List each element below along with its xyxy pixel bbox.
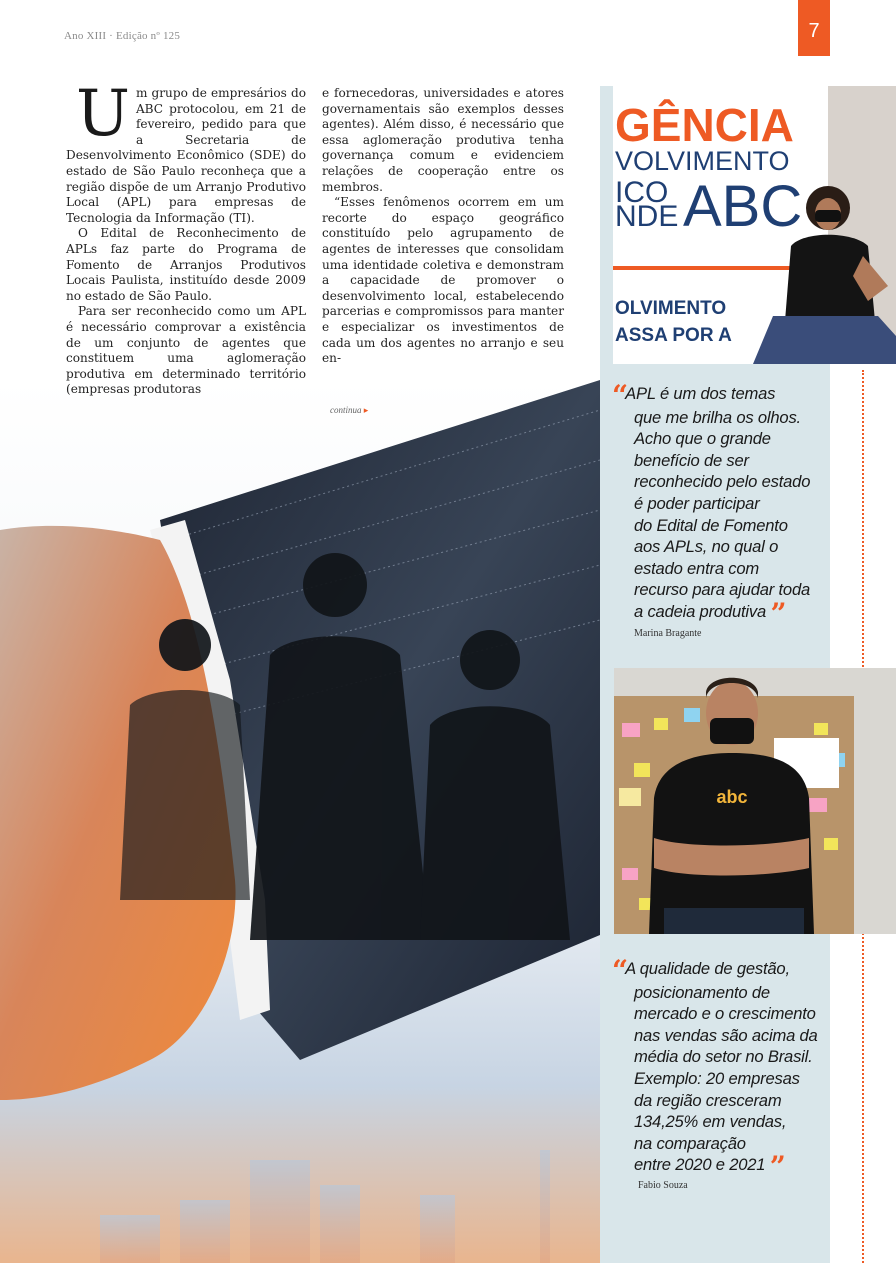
arrow-right-icon: ▸ xyxy=(363,405,369,415)
quote-line: “APL é um dos temas xyxy=(612,379,776,412)
page-number: 7 xyxy=(798,0,830,56)
banner-text: OLVIMENTO xyxy=(615,298,727,319)
quote-line: a cadeia produtiva ” xyxy=(634,596,784,630)
quote-line: na comparação xyxy=(634,1133,746,1153)
article-paragraph: e fornecedoras, universidades e atores governamentais são exemplos desses agentes). Além disso, é necessário que essa aglomeração produtiva tenha governança comum e evidenciem relações de cooperação entre os membros. xyxy=(322,86,564,194)
quote-author: Marina Bragante xyxy=(634,628,702,639)
quote-line: benefício de ser xyxy=(634,450,749,470)
quote-line: é poder participar xyxy=(634,493,760,513)
hero-svg xyxy=(0,380,600,1263)
article-paragraph: O Edital de Reconhecimento de APLs faz parte do Programa de Fomento de Arranjos Produtivos Locais Paulista, instituído desde 2009 no estado de São Paulo. xyxy=(66,226,306,303)
drop-cap: U xyxy=(76,77,130,151)
issue-header: Ano XIII · Edição nº 125 xyxy=(64,30,181,42)
banner-text: ABC xyxy=(683,174,803,239)
pull-quote-2 xyxy=(612,954,827,1184)
banner-text: ICO xyxy=(615,176,669,209)
banner-text: VOLVIMENTO xyxy=(615,146,790,176)
quote-line: do Edital de Fomento xyxy=(634,515,788,535)
close-quote-icon: ” xyxy=(769,1150,783,1184)
banner-text: NDE xyxy=(615,200,679,233)
article-paragraph: Para ser reconhecido como um APL é necessário comprovar a existência de um conjunto de agentes que constituem uma aglomeração produtiva em determinado território (empresas produtoras xyxy=(66,304,306,397)
photo-fabio-souza xyxy=(614,668,896,934)
quote-line: da região cresceram xyxy=(634,1090,782,1110)
quote-line: aos APLs, no qual o xyxy=(634,537,779,557)
quote-line: recurso para ajudar toda xyxy=(634,580,810,600)
article-paragraph: m grupo de empresários do ABC protocolou, em 21 de fevereiro, pedido para que a Secretaria de Desenvolvimento Econômico (SDE) do estado de São Paulo reconheça que a região dispõe de um Arranjo Produtivo Local (APL) para empresas de Tecnologia da Informação (TI). xyxy=(66,86,306,225)
continue-label: continua xyxy=(330,405,362,415)
article-column-2 xyxy=(322,86,564,367)
quote-line: que me brilha os olhos. xyxy=(634,407,801,427)
quote-line: Acho que o grande xyxy=(634,429,771,449)
quote-line: reconhecido pelo estado xyxy=(634,472,811,492)
article-paragraph: “Esses fenômenos ocorrem em um recorte do espaço geográfico constituído pelo agrupamento de agentes de interesses que consolidam uma identidade coletiva e demonstram a capacidade de promover o desenvolvimento local, estabelecendo parcerias e compromissos para manter e especializar os investimentos de cada um dos agentes no arranjo e seu en- xyxy=(322,195,564,366)
quote-line: 134,25% em vendas, xyxy=(634,1112,787,1132)
shirt-logo: abc xyxy=(716,787,748,807)
close-quote-icon: ” xyxy=(770,596,784,630)
quote-author: Fabio Souza xyxy=(638,1180,688,1191)
quote-line: posicionamento de xyxy=(634,982,770,1002)
continue-link[interactable] xyxy=(330,405,368,416)
quote-line: entre 2020 e 2021 ” xyxy=(634,1150,783,1184)
banner-text: ASSA POR A xyxy=(615,325,732,346)
quote-line: estado entra com xyxy=(634,558,760,578)
hero-illustration xyxy=(0,380,600,1263)
article-column-1 xyxy=(66,77,306,398)
quote-line: “A qualidade de gestão, xyxy=(612,954,790,987)
quote-line: mercado e o crescimento xyxy=(634,1004,816,1024)
quote-line: média do setor no Brasil. xyxy=(634,1047,813,1067)
photo-marina-bragante xyxy=(613,86,896,364)
banner-text: GÊNCIA xyxy=(615,99,794,151)
open-quote-icon: “ xyxy=(612,379,626,412)
quote-line: nas vendas são acima da xyxy=(634,1025,818,1045)
quote-line: Exemplo: 20 empresas xyxy=(634,1068,800,1088)
open-quote-icon: “ xyxy=(612,954,626,987)
pull-quote-1 xyxy=(612,379,827,630)
